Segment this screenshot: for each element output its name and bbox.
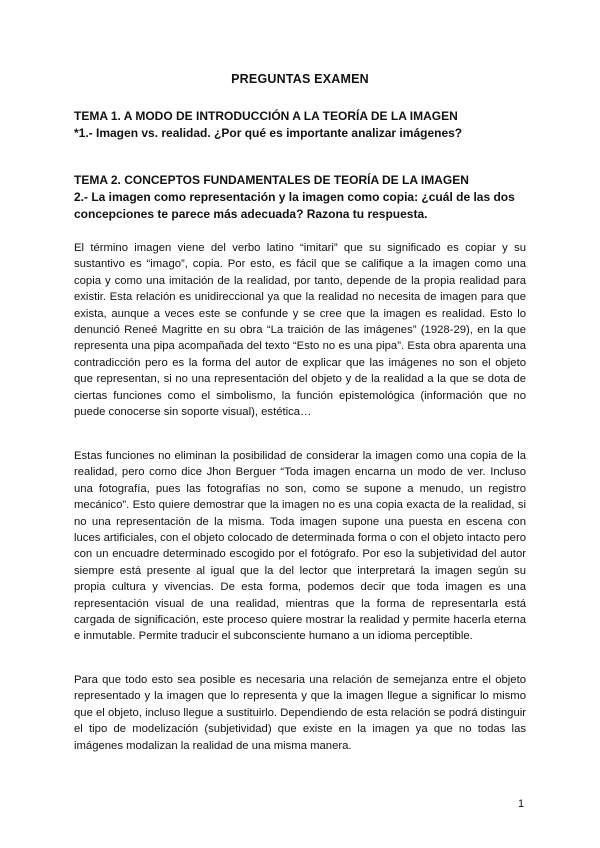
paragraph-3: Para que todo esto sea posible es necesaria una relación de semejanza entre el objeto representado y la imagen que lo representa y que la imagen llegue a significar lo mismo que el objeto, incluso llegue a sustituirlo. Dependiendo de esta relación se podrá distinguir el tipo de modelización (subjetividad) que existe en la imagen ya que no todas las imágenes modalizan la realidad de una misma manera.	[74, 674, 526, 752]
paragraph-1: El término imagen viene del verbo latino “imitari” que su significado es copiar y su sustantivo es “imago”, copia. Por esto, es fácil que se califique a la imagen como una copia y como una imitación de la realidad, por tanto, depende de la propia realidad para existir. Esta relación es unidireccional ya que la realidad no necesita de imagen para que exista, aunque a veces este se confunde y se cree que la imagen es realidad. Esto lo denunció Reneé Magritte en su obra “La traición de las imágenes” (1928-29), en la que representa una pipa acompañada del texto “Esto no es una pipa”. Esta obra aparenta una contradicción pero es la forma del autor de explicar que las imágenes no son el objeto que representan, si no una representación del objeto y de la realidad a la que se dota de ciertas funciones como el simbolismo, la función epistemológica (información que no puede conocerse sin soporte visual), estética…	[74, 242, 526, 419]
tema2-question: 2.- La imagen como representación y la imagen como copia: ¿cuál de las dos concepciones te parece más adecuada? Razona tu respuesta.	[74, 190, 515, 221]
document-title: PREGUNTAS EXAMEN	[231, 72, 369, 86]
tema1-question: *1.- Imagen vs. realidad. ¿Por qué es importante analizar imágenes?	[74, 126, 463, 140]
tema2-heading: TEMA 2. CONCEPTOS FUNDAMENTALES DE TEORÍA DE LA IMAGEN	[74, 173, 469, 187]
page-number: 1	[518, 798, 525, 810]
tema1-heading: TEMA 1. A MODO DE INTRODUCCIÓN A LA TEORÍA DE LA IMAGEN	[74, 109, 458, 123]
paragraph-2: Estas funciones no eliminan la posibilidad de considerar la imagen como una copia de la realidad, pero como dice Jhon Berguer “Toda imagen encarna un modo de ver. Incluso una fotografía, pues las fotografías no son, como se supone a menudo, un registro mecánico”. Esto quiere demostrar que la imagen no es una copia exacta de la realidad, si no una representación de la misma. Toda imagen supone una puesta en escena con luces artificiales, con el objeto colocado de determinada forma o con el objeto intacto pero con un encuadre determinado escogido por el fotógrafo. Por eso la subjetividad del autor siempre está presente al igual que la del lector que interpretará la imagen según su propia cultura y vivencias. De esta forma, podemos decir que toda imagen es una representación visual de una realidad, mientras que la forma de representarla está cargada de significación, este proceso quiere mostrar la realidad y permite hacerla eterna e inmutable. Permite traducir el subconsciente humano a un idioma perceptible.	[74, 450, 526, 643]
